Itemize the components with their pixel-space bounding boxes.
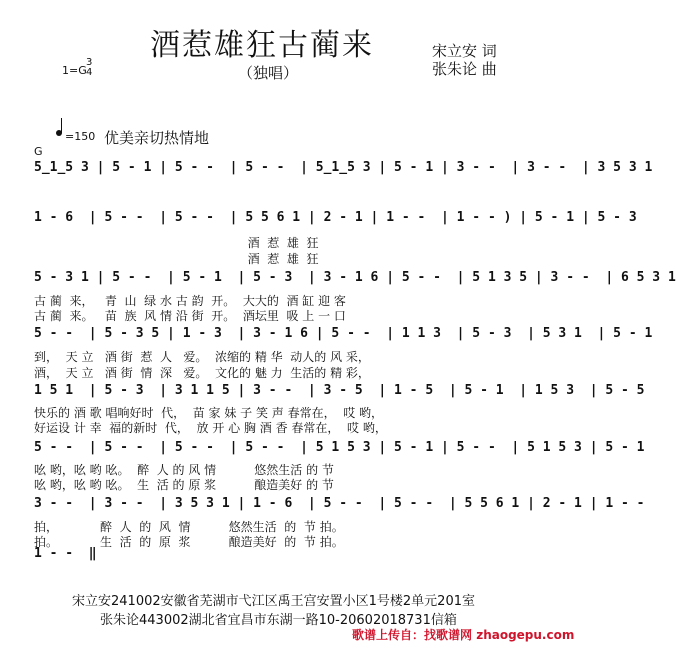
lyric-line-6a: 吆 哟，吆 哟 吆。 醉 人 的 风 情 悠然生活 的 节 (34, 463, 334, 477)
lyric-line-3b: 古 蔺 来。 苗 族 风 情 沿 街 开。 酒坛里 吸 上 一 口 (34, 309, 346, 323)
lyric-line-2b: 酒 惹 雄 狂 (34, 252, 319, 266)
score-line-5: 1 5 1 | 5 - 3 | 3 1 1 5 | 3 - - | 3 - 5 | 1 - 5 | 5 - 1 | 1 5 3 | 5 - 5 (34, 383, 645, 398)
time-signature-bottom: 4 (86, 67, 93, 78)
lyric-line-4a: 到， 天 立 酒 街 惹 人 爱。 浓缩的 精 华 动人的 风 采， (34, 350, 370, 364)
composer-credit: 张朱论 曲 (432, 60, 497, 78)
upload-credit (352, 626, 574, 643)
lyric-line-3a: 古 蔺 来， 青 山 绿 水 古 韵 开。 大大的 酒 缸 迎 客 (34, 294, 346, 308)
score-line-6: 5 - - | 5 - - | 5 - - | 5 - - | 5 1 5 3 | 5 - 1 | 5 - - | 5 1 5 3 | 5 - 1 (34, 440, 645, 455)
lyric-line-6b: 吆 哟，吆 哟 吆。 生 活 的 原 浆 酿造美好 的 节 (34, 478, 334, 492)
footer-address-1: 宋立安241002安徽省芜湖市弋江区禹王宫安置小区1号楼2单元201室 (72, 594, 475, 609)
score-line-7: 3 - - | 3 - - | 3 5 3 1 | 1 - 6 | 5 - - | 5 - - | 5 5 6 1 | 2 - 1 | 1 - - (34, 496, 645, 511)
time-signature (86, 58, 92, 78)
upload-site[interactable]: zhaogepu.com (476, 628, 575, 642)
score-line-1: 5̲1̲5 3 | 5 - 1 | 5 - - | 5 - - | 5̲1̲5 3 | 5 - 1 | 3 - - | 3 - - | 3 5 3 1 (34, 160, 653, 175)
lyricist-credit: 宋立安 词 (432, 42, 497, 60)
lyric-line-5b: 好运设 计 幸 福的新时 代， 放 开 心 胸 酒 香 春常在， 哎 哟， (34, 421, 387, 435)
chord-label: G (34, 145, 43, 158)
song-title: 酒惹雄狂古蔺来 (150, 28, 374, 63)
tempo-mark: =150 (65, 130, 96, 143)
score-line-4: 5 - - | 5 - 3 5 | 1 - 3 | 3 - 1 6 | 5 - - | 1 1 3 | 5 - 3 | 5 3 1 | 5 - 1 (34, 326, 653, 341)
time-signature-top: 3 (86, 57, 93, 68)
upload-label: 歌谱上传自：找歌谱网 (352, 628, 473, 642)
song-subtitle: （独唱） (238, 64, 299, 82)
lyric-line-5a: 快乐的 酒 歌 唱响好时 代， 苗 家 妹 子 笑 声 春常在， 哎 哟， (34, 406, 384, 420)
lyric-line-7b: 拍。 生 活 的 原 浆 酿造美好 的 节 拍。 (34, 535, 344, 549)
score-line-8: 1 - - ‖ (34, 546, 97, 561)
score-line-2: 1 - 6 | 5 - - | 5 - - | 5 5 6 1 | 2 - 1 | 1 - - | 1 - - ) | 5 - 1 | 5 - 3 (34, 210, 637, 225)
lyric-line-2a: 酒 惹 雄 狂 (34, 236, 319, 250)
key-signature: 1=G (62, 64, 87, 77)
expression-mark: 优美亲切热情地 (104, 129, 210, 147)
lyric-line-7a: 拍， 醉 人 的 风 情 悠然生活 的 节 拍。 (34, 520, 344, 534)
score-line-3: 5 - 3 1 | 5 - - | 5 - 1 | 5 - 3 | 3 - 1 6 | 5 - - | 5 1 3 5 | 3 - - | 6 5 3 1 (34, 270, 676, 285)
lyric-line-4b: 酒， 天 立 酒 街 情 深 爱。 文化的 魅 力 生活的 精 彩， (34, 366, 370, 380)
footer-address-2: 张朱论443002湖北省宜昌市东湖一路10-20602018731信箱 (100, 613, 457, 628)
